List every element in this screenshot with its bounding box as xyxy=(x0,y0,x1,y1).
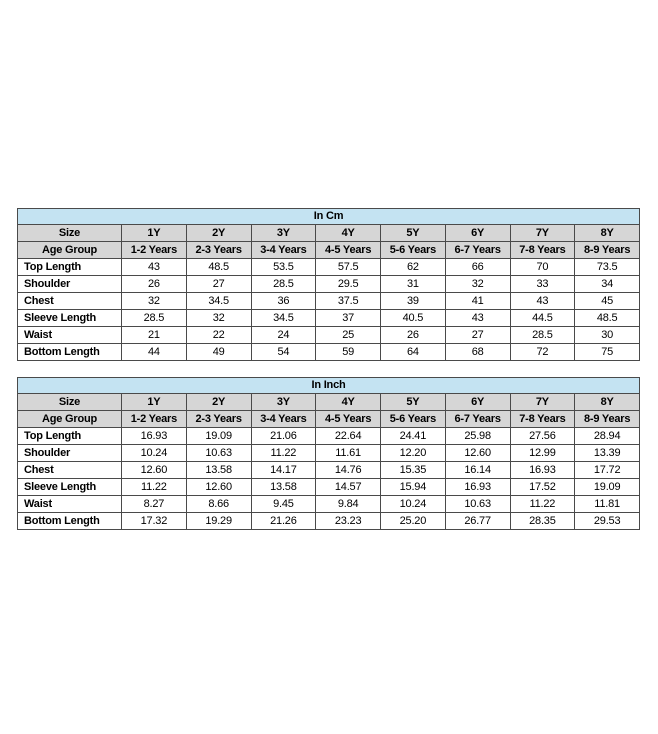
measurement-value: 25.98 xyxy=(445,428,510,445)
age-group-cell: 7-8 Years xyxy=(510,242,575,259)
age-group-cell: 5-6 Years xyxy=(381,242,446,259)
measurement-value: 21.26 xyxy=(251,513,316,530)
measurement-value: 17.72 xyxy=(575,462,640,479)
size-header-cell: 2Y xyxy=(186,394,251,411)
age-group-cell: 6-7 Years xyxy=(445,242,510,259)
age-group-label: Age Group xyxy=(18,242,122,259)
measurement-value: 16.93 xyxy=(510,462,575,479)
measurement-value: 34.5 xyxy=(186,293,251,310)
size-header-cell: 8Y xyxy=(575,225,640,242)
measurement-value: 62 xyxy=(381,259,446,276)
table-row xyxy=(18,479,640,496)
unit-header-row xyxy=(18,209,640,225)
measurement-value: 19.09 xyxy=(186,428,251,445)
table-row xyxy=(18,259,640,276)
measurement-value: 34 xyxy=(575,276,640,293)
age-group-header-row xyxy=(18,242,640,259)
measurement-value: 21 xyxy=(122,327,187,344)
age-group-cell: 1-2 Years xyxy=(122,411,187,428)
measurement-value: 27.56 xyxy=(510,428,575,445)
measurement-label: Shoulder xyxy=(18,445,122,462)
age-group-cell: 4-5 Years xyxy=(316,411,381,428)
measurement-value: 24.41 xyxy=(381,428,446,445)
measurement-value: 41 xyxy=(445,293,510,310)
age-group-cell: 2-3 Years xyxy=(186,242,251,259)
measurement-value: 27 xyxy=(445,327,510,344)
measurement-value: 14.76 xyxy=(316,462,381,479)
table-row xyxy=(18,344,640,361)
measurement-value: 30 xyxy=(575,327,640,344)
age-group-cell: 7-8 Years xyxy=(510,411,575,428)
age-group-cell: 3-4 Years xyxy=(251,242,316,259)
table-row xyxy=(18,276,640,293)
measurement-value: 43 xyxy=(510,293,575,310)
age-group-cell: 8-9 Years xyxy=(575,242,640,259)
measurement-value: 33 xyxy=(510,276,575,293)
measurement-value: 12.60 xyxy=(445,445,510,462)
measurement-label: Sleeve Length xyxy=(18,310,122,327)
measurement-value: 11.22 xyxy=(510,496,575,513)
measurement-value: 25.20 xyxy=(381,513,446,530)
measurement-value: 23.23 xyxy=(316,513,381,530)
measurement-value: 12.60 xyxy=(122,462,187,479)
age-group-cell: 1-2 Years xyxy=(122,242,187,259)
age-group-cell: 3-4 Years xyxy=(251,411,316,428)
size-chart-cm-table xyxy=(17,208,640,361)
measurement-value: 24 xyxy=(251,327,316,344)
measurement-value: 45 xyxy=(575,293,640,310)
measurement-value: 72 xyxy=(510,344,575,361)
size-header-cell: 3Y xyxy=(251,225,316,242)
measurement-value: 16.14 xyxy=(445,462,510,479)
table-row xyxy=(18,293,640,310)
measurement-value: 44 xyxy=(122,344,187,361)
measurement-value: 10.24 xyxy=(381,496,446,513)
measurement-value: 75 xyxy=(575,344,640,361)
measurement-value: 53.5 xyxy=(251,259,316,276)
size-header-cell: 2Y xyxy=(186,225,251,242)
measurement-value: 10.24 xyxy=(122,445,187,462)
table-row xyxy=(18,513,640,530)
measurement-label: Bottom Length xyxy=(18,513,122,530)
measurement-value: 19.09 xyxy=(575,479,640,496)
measurement-value: 59 xyxy=(316,344,381,361)
size-header-cell: 6Y xyxy=(445,225,510,242)
size-header-cell: 1Y xyxy=(122,225,187,242)
measurement-value: 13.39 xyxy=(575,445,640,462)
measurement-value: 9.84 xyxy=(316,496,381,513)
measurement-value: 28.5 xyxy=(251,276,316,293)
measurement-value: 73.5 xyxy=(575,259,640,276)
size-header-cell: 7Y xyxy=(510,394,575,411)
measurement-value: 11.81 xyxy=(575,496,640,513)
measurement-value: 48.5 xyxy=(186,259,251,276)
measurement-value: 34.5 xyxy=(251,310,316,327)
measurement-value: 21.06 xyxy=(251,428,316,445)
measurement-value: 12.20 xyxy=(381,445,446,462)
table-row xyxy=(18,445,640,462)
unit-title: In Cm xyxy=(18,209,640,225)
measurement-value: 43 xyxy=(445,310,510,327)
measurement-value: 36 xyxy=(251,293,316,310)
measurement-label: Chest xyxy=(18,462,122,479)
measurement-value: 44.5 xyxy=(510,310,575,327)
measurement-value: 26 xyxy=(381,327,446,344)
measurement-value: 37.5 xyxy=(316,293,381,310)
measurement-value: 15.35 xyxy=(381,462,446,479)
measurement-value: 64 xyxy=(381,344,446,361)
size-header-cell: 4Y xyxy=(316,394,381,411)
measurement-label: Chest xyxy=(18,293,122,310)
measurement-value: 13.58 xyxy=(251,479,316,496)
measurement-value: 32 xyxy=(445,276,510,293)
measurement-value: 66 xyxy=(445,259,510,276)
measurement-value: 9.45 xyxy=(251,496,316,513)
age-group-cell: 2-3 Years xyxy=(186,411,251,428)
size-header-row xyxy=(18,225,640,242)
measurement-value: 8.66 xyxy=(186,496,251,513)
age-group-label: Age Group xyxy=(18,411,122,428)
measurement-value: 16.93 xyxy=(122,428,187,445)
measurement-value: 37 xyxy=(316,310,381,327)
age-group-cell: 8-9 Years xyxy=(575,411,640,428)
measurement-value: 11.61 xyxy=(316,445,381,462)
measurement-label: Shoulder xyxy=(18,276,122,293)
measurement-value: 22.64 xyxy=(316,428,381,445)
measurement-value: 28.35 xyxy=(510,513,575,530)
table-row xyxy=(18,462,640,479)
age-group-header-row xyxy=(18,411,640,428)
measurement-value: 43 xyxy=(122,259,187,276)
measurement-value: 68 xyxy=(445,344,510,361)
size-header-cell: 8Y xyxy=(575,394,640,411)
measurement-label: Waist xyxy=(18,327,122,344)
measurement-value: 14.57 xyxy=(316,479,381,496)
size-header-cell: 1Y xyxy=(122,394,187,411)
measurement-value: 28.5 xyxy=(122,310,187,327)
measurement-value: 15.94 xyxy=(381,479,446,496)
measurement-value: 25 xyxy=(316,327,381,344)
measurement-value: 17.52 xyxy=(510,479,575,496)
size-header-cell: 7Y xyxy=(510,225,575,242)
measurement-value: 17.32 xyxy=(122,513,187,530)
measurement-value: 22 xyxy=(186,327,251,344)
unit-header-row xyxy=(18,378,640,394)
measurement-value: 32 xyxy=(186,310,251,327)
measurement-value: 10.63 xyxy=(186,445,251,462)
size-header-cell: 6Y xyxy=(445,394,510,411)
measurement-label: Sleeve Length xyxy=(18,479,122,496)
measurement-value: 28.94 xyxy=(575,428,640,445)
measurement-value: 54 xyxy=(251,344,316,361)
size-header-cell: 4Y xyxy=(316,225,381,242)
measurement-value: 32 xyxy=(122,293,187,310)
measurement-value: 27 xyxy=(186,276,251,293)
measurement-value: 57.5 xyxy=(316,259,381,276)
table-row xyxy=(18,428,640,445)
size-header-cell: 5Y xyxy=(381,394,446,411)
measurement-value: 40.5 xyxy=(381,310,446,327)
size-header-cell: 3Y xyxy=(251,394,316,411)
measurement-label: Top Length xyxy=(18,428,122,445)
measurement-value: 26.77 xyxy=(445,513,510,530)
measurement-label: Top Length xyxy=(18,259,122,276)
measurement-value: 70 xyxy=(510,259,575,276)
age-group-cell: 5-6 Years xyxy=(381,411,446,428)
measurement-value: 49 xyxy=(186,344,251,361)
measurement-value: 26 xyxy=(122,276,187,293)
measurement-value: 13.58 xyxy=(186,462,251,479)
size-header-cell: 5Y xyxy=(381,225,446,242)
measurement-value: 8.27 xyxy=(122,496,187,513)
size-chart-inch-table xyxy=(17,377,640,530)
measurement-label: Waist xyxy=(18,496,122,513)
measurement-value: 29.53 xyxy=(575,513,640,530)
size-header-row xyxy=(18,394,640,411)
measurement-value: 14.17 xyxy=(251,462,316,479)
measurement-value: 10.63 xyxy=(445,496,510,513)
measurement-value: 31 xyxy=(381,276,446,293)
measurement-value: 39 xyxy=(381,293,446,310)
measurement-value: 48.5 xyxy=(575,310,640,327)
measurement-value: 11.22 xyxy=(251,445,316,462)
measurement-value: 16.93 xyxy=(445,479,510,496)
table-row xyxy=(18,496,640,513)
measurement-label: Bottom Length xyxy=(18,344,122,361)
unit-title: In Inch xyxy=(18,378,640,394)
table-row xyxy=(18,327,640,344)
size-label: Size xyxy=(18,394,122,411)
size-label: Size xyxy=(18,225,122,242)
table-row xyxy=(18,310,640,327)
age-group-cell: 6-7 Years xyxy=(445,411,510,428)
age-group-cell: 4-5 Years xyxy=(316,242,381,259)
measurement-value: 28.5 xyxy=(510,327,575,344)
measurement-value: 19.29 xyxy=(186,513,251,530)
measurement-value: 12.99 xyxy=(510,445,575,462)
measurement-value: 29.5 xyxy=(316,276,381,293)
measurement-value: 11.22 xyxy=(122,479,187,496)
measurement-value: 12.60 xyxy=(186,479,251,496)
